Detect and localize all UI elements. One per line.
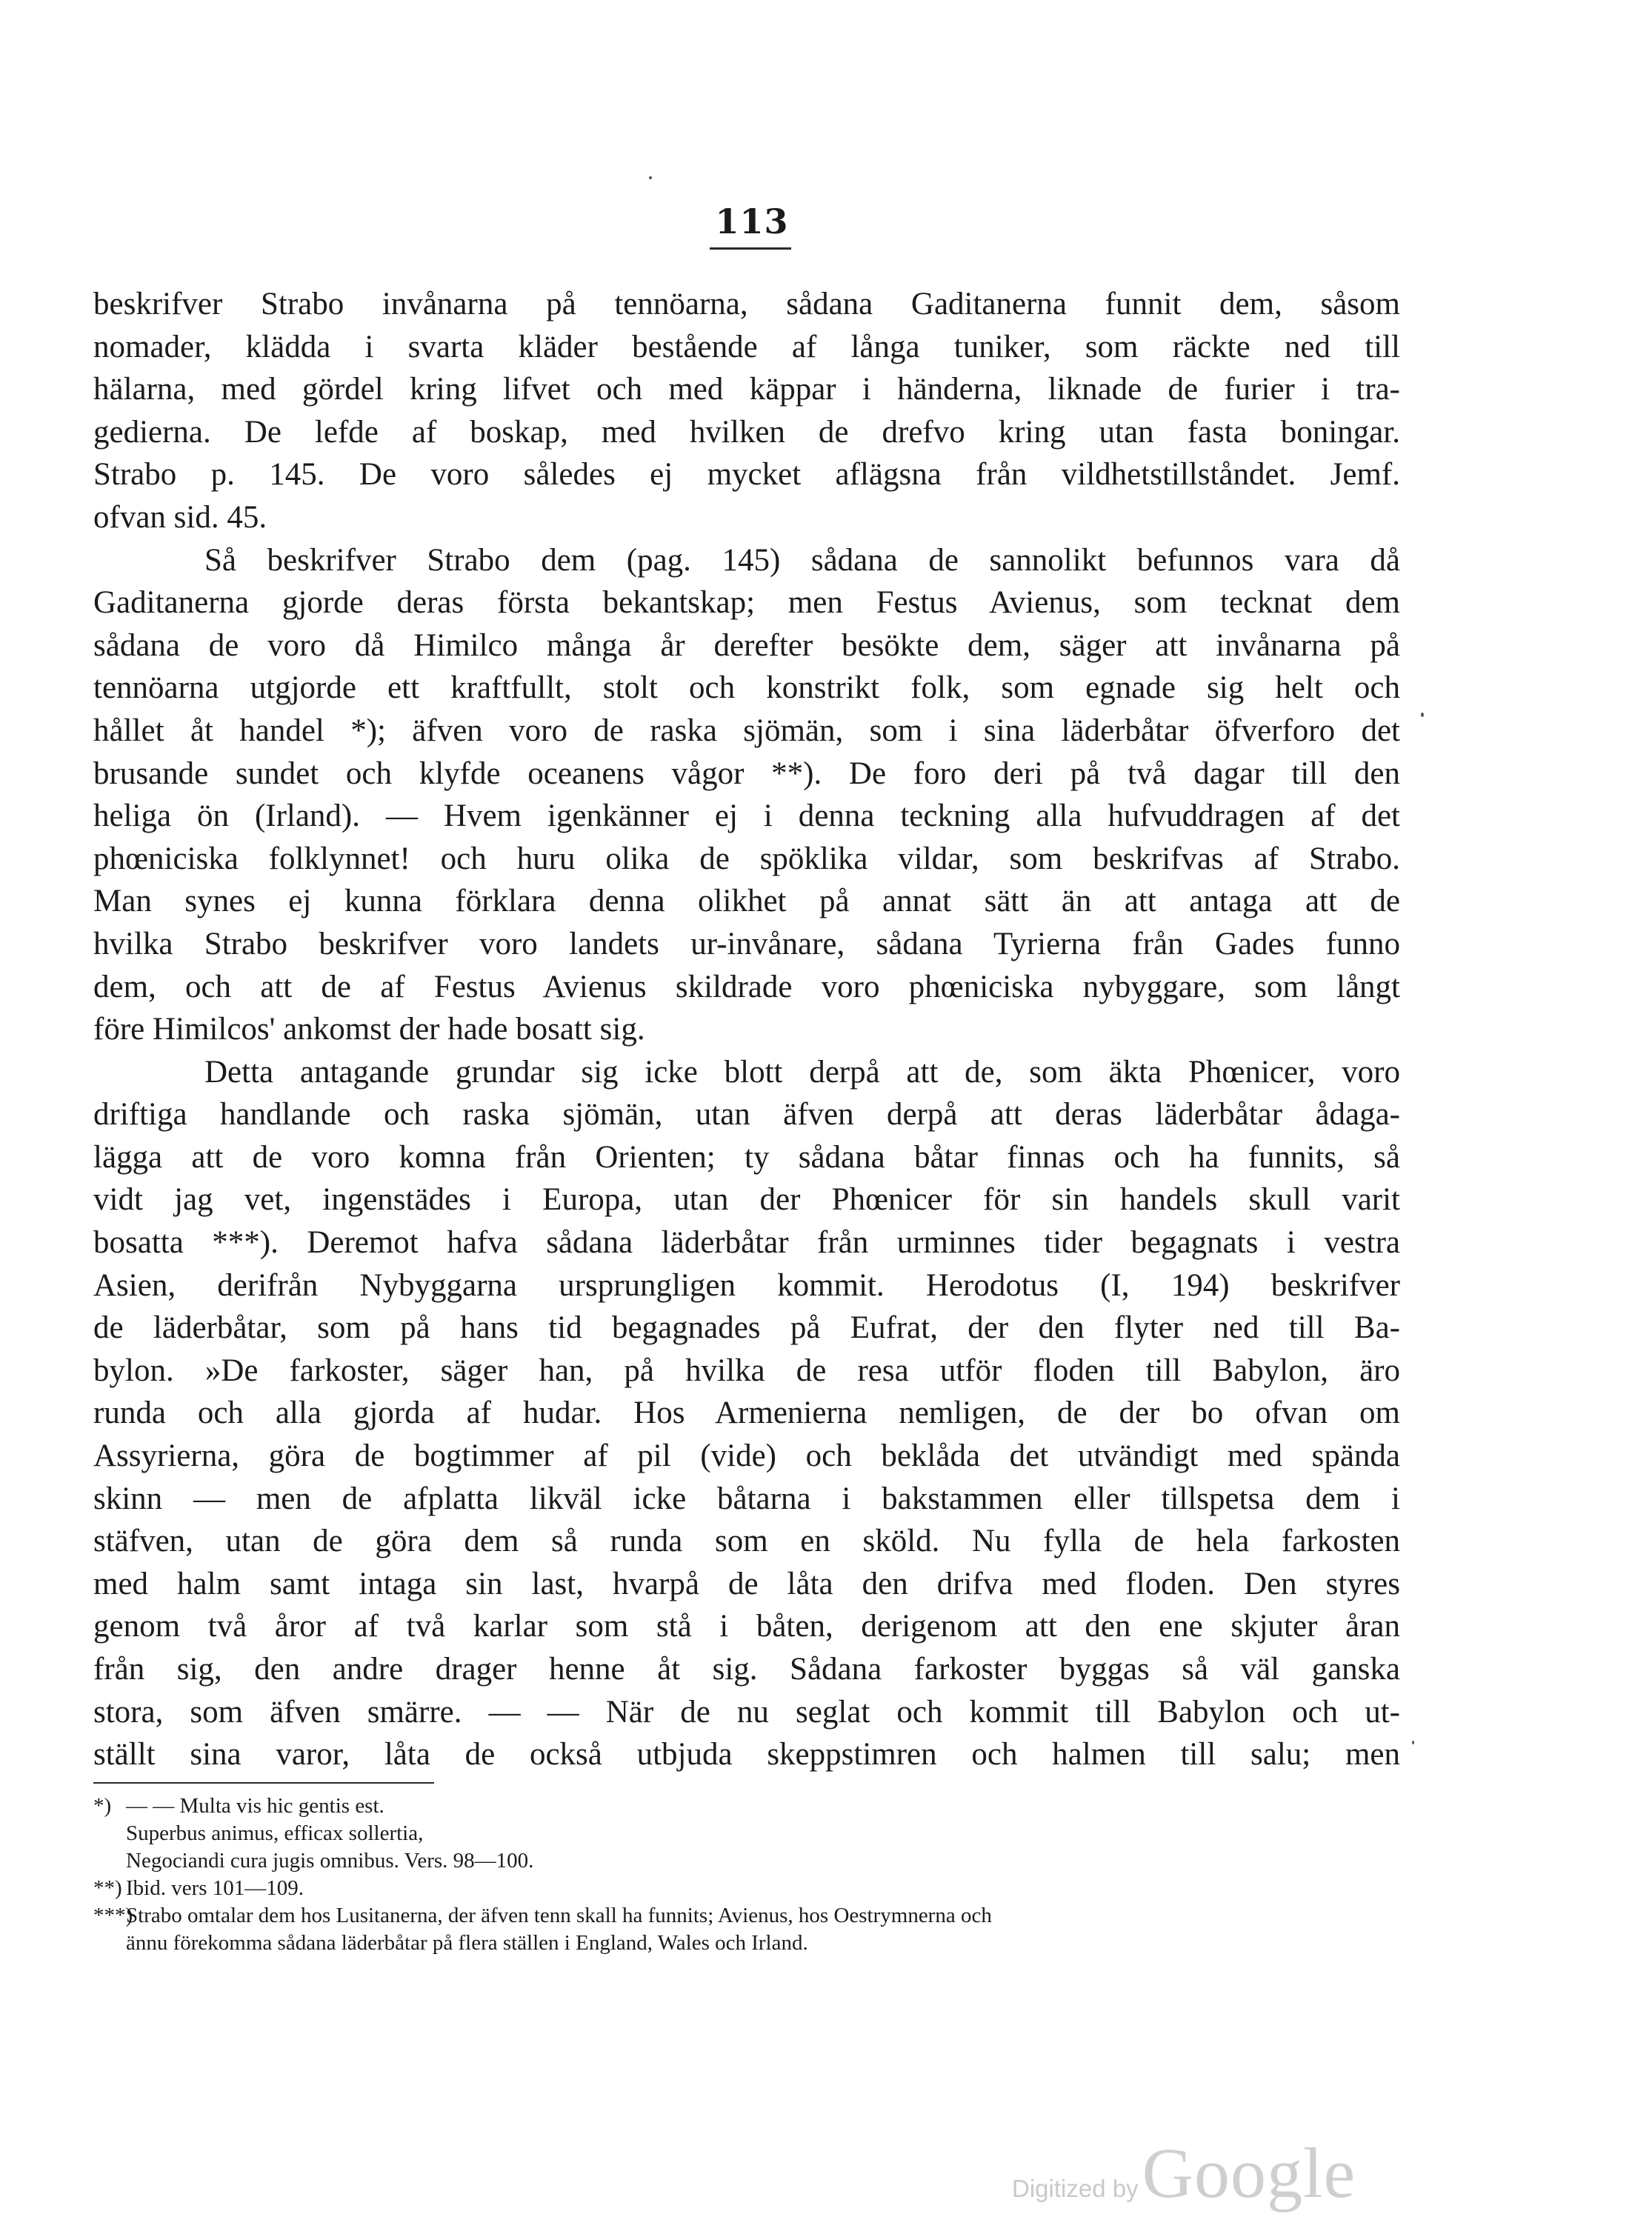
text-line: Assyrierna, göra de bogtimmer af pil (vide) och beklåda det utvändigt med spända (93, 1438, 1400, 1474)
text-line: de läderbåtar, som på hans tid begagnades på Eufrat, der den flyter ned till Ba- (93, 1310, 1400, 1346)
footnote-rule (93, 1782, 434, 1784)
footnote-line: Superbus animus, efficax sollertia, (126, 1821, 424, 1845)
text-line: heliga ön (Irland). — Hvem igenkänner ej i denna teckning alla hufvuddragen af det (93, 798, 1400, 834)
text-line: beskrifver Strabo invånarna på tennöarna, sådana Gaditanerna funnit dem, såsom (93, 287, 1400, 321)
text-line: gedierna. De lefde af boskap, med hvilken de drefvo kring utan fasta boningar. (93, 414, 1400, 450)
footnote-line (93, 1793, 1400, 1820)
page-number-rule (710, 247, 791, 250)
footnote-line (93, 1902, 1400, 1930)
text-line: stäfven, utan de göra dem så runda som en sköld. Nu fylla de hela farkosten (93, 1524, 1400, 1559)
text-line: Gaditanerna gjorde deras första bekantskap; men Festus Avienus, som tecknat dem (93, 585, 1400, 621)
body-text (93, 283, 1400, 1776)
text-line: genom två åror af två karlar som stå i båten, derigenom att den ene skjuter åran (93, 1609, 1400, 1644)
text-line: ställt sina varor, låta de också utbjuda skeppstimren och halmen till salu; men (93, 1737, 1400, 1773)
text-line: från sig, den andre drager henne åt sig. Sådana farkoster byggas så väl ganska (93, 1652, 1400, 1687)
scan-speck (649, 176, 652, 179)
footnote-text: Ibid. vers 101—109. (126, 1876, 304, 1900)
text-line: driftiga handlande och raska sjömän, utan äfven derpå att deras läderbåtar ådaga- (93, 1097, 1400, 1133)
footnotes (93, 1793, 1400, 1957)
footnote-marker: **) (93, 1876, 122, 1900)
text-line: dem, och att de af Festus Avienus skildrade voro phœniciska nybyggare, som långt (93, 969, 1400, 1004)
watermark-prefix: Digitized by (1012, 2175, 1139, 2202)
text-line: bylon. »De farkoster, säger han, på hvilka de resa utför floden till Babylon, äro (93, 1353, 1400, 1388)
footnote-line: Negociandi cura jugis omnibus. Vers. 98—100. (126, 1849, 534, 1873)
footnote-text: Strabo omtalar dem hos Lusitanerna, der äfven tenn skall ha funnits; Avienus, hos Oestrymnerna och (126, 1904, 992, 1927)
text-line: med halm samt intaga sin last, hvarpå de låta den drifva med floden. Den styres (93, 1566, 1400, 1601)
text-line: bosatta ***). Deremot hafva sådana läderbåtar från urminnes tider begagnats i vestra (93, 1225, 1400, 1261)
text-line: före Himilcos' ankomst der hade bosatt sig. (93, 1012, 645, 1047)
footnote-text: — — Multa vis hic gentis est. (126, 1794, 384, 1818)
scan-speck (1421, 713, 1424, 717)
text-line: skinn — men de afplatta likväl icke båtarna i bakstammen eller tillspetsa dem i (93, 1481, 1400, 1516)
footnote-marker: *) (93, 1794, 112, 1818)
footnote-line (93, 1875, 1400, 1902)
text-line: sådana de voro då Himilco många år derefter besökte dem, säger att invånarna på (93, 627, 1400, 663)
text-line: vidt jag vet, ingenstädes i Europa, utan der Phœnicer för sin handels skull varit (93, 1182, 1400, 1218)
text-line: Asien, derifrån Nybyggarna ursprungligen kommit. Herodotus (I, 194) beskrifver (93, 1267, 1400, 1303)
text-line: hvilka Strabo beskrifver voro landets ur-invånare, sådana Tyrierna från Gades funno (93, 926, 1400, 961)
text-line: brusande sundet och klyfde oceanens vågor **). De foro deri på två dagar till den (93, 756, 1400, 791)
digitized-watermark (1012, 2132, 1356, 2214)
text-line: runda och alla gjorda af hudar. Hos Armenierna nemligen, de der bo ofvan om (93, 1396, 1400, 1431)
text-line: tennöarna utgjorde ett kraftfullt, stolt och konstrikt folk, som egnade sig helt och (93, 670, 1400, 706)
text-line: hälarna, med gördel kring lifvet och med käppar i händerna, liknade de furier i tra- (93, 372, 1400, 407)
scan-speck (1412, 1741, 1414, 1744)
footnote-line: ännu förekomma sådana läderbåtar på flera ställen i England, Wales och Irland. (126, 1931, 808, 1955)
text-line: Strabo p. 145. De voro således ej mycket aflägsna från vildhetstillståndet. Jemf. (93, 457, 1400, 493)
footnote-marker: ***) (93, 1904, 133, 1927)
text-line: ofvan sid. 45. (93, 499, 267, 535)
google-logo: Google (1142, 2133, 1356, 2213)
page-number: 113 (715, 201, 789, 241)
text-line: Man synes ej kunna förklara denna olikhet på annat sätt än att antaga att de (93, 884, 1400, 919)
text-line: stora, som äfven smärre. — — När de nu seglat och kommit till Babylon och ut- (93, 1694, 1400, 1730)
text-line: lägga att de voro komna från Orienten; ty sådana båtar finnas och ha funnits, så (93, 1139, 1400, 1175)
text-line: hållet åt handel *); äfven voro de raska sjömän, som i sina läderbåtar öfverforo det (93, 713, 1400, 748)
text-line: Så beskrifver Strabo dem (pag. 145) sådana de sannolikt befunnos vara då (204, 542, 1400, 578)
text-line: phœniciska folklynnet! och huru olika de spöklika vildar, som beskrifvas af Strabo. (93, 841, 1400, 876)
text-line: Detta antagande grundar sig icke blott derpå att de, som äkta Phœnicer, voro (204, 1054, 1400, 1090)
text-line: nomader, klädda i svarta kläder bestående af långa tuniker, som räckte ned till (93, 329, 1400, 364)
